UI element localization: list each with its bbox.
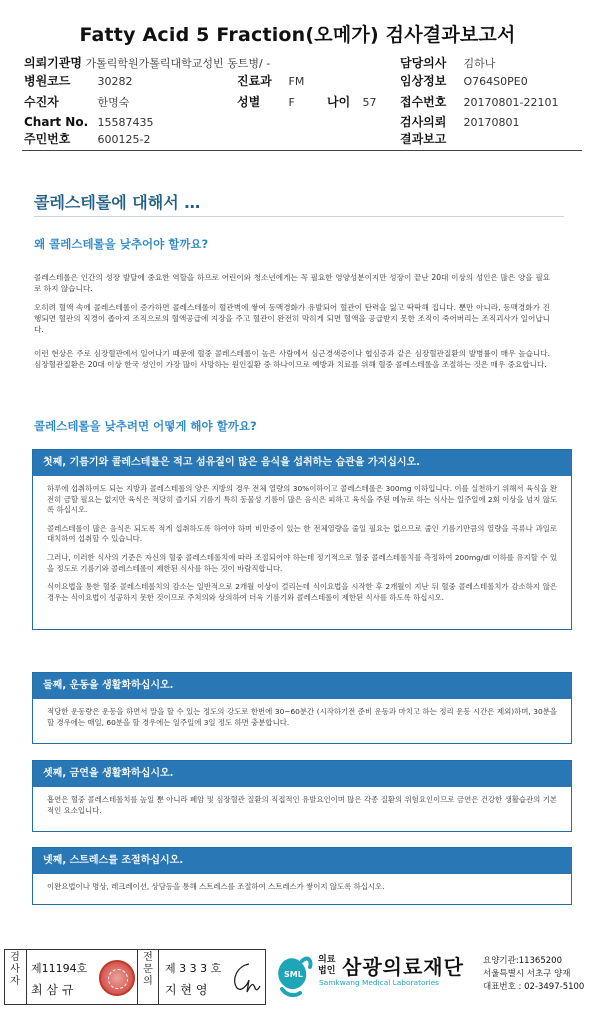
info-sheet [24, 172, 574, 920]
tip-exercise-title: 둘째, 운동을 생활화하십시오. [33, 673, 571, 699]
tip-diet-p3: 그러나, 이러한 식사의 기준은 자신의 혈중 콜레스테롤치에 따라 조절되어야 하는데 정기적으로 혈중 콜레스테롤치를 측정하여 200mg/dl 이하를 유지할 수 있을 정도로 기름기와 콜레스테롤이 제한된 식사를 하는 것이 바람직합니다. [47, 552, 557, 573]
question-why-lower: 왜 콜레스테롤을 낮추어야 할까요? [34, 237, 209, 251]
paragraph-3: 이런 현상은 주로 심장혈관에서 일어나기 때문에 혈중 콜레스테롤이 높은 사람에서 심근경색증이나 협심증과 같은 심장혈관질환의 발병률이 매우 높습니다. 심장혈관질환은 20대 이상 한국 성인이 가장 많이 사망하는 원인질환 중 하나이므로 예방과 치료를 위해 혈중 콜레스테롤을 조절하는 것은 매우 중요합니다. [34, 349, 550, 369]
sex-label: 성별 [237, 95, 261, 109]
doctor-value: 김하나 [463, 57, 496, 70]
org-phone: 대표번호 : 02-3497-5100 [483, 982, 585, 992]
request-value: 20170801 [463, 116, 520, 129]
tip-box-smoking [32, 760, 572, 832]
clinical-value: O764S0PE0 [463, 75, 528, 88]
specialist-divider-right [158, 950, 159, 1004]
paragraph-1: 콜레스테롤은 인간의 성장 발달에 중요한 역할을 하므로 어린이와 청소년에게는 꼭 필요한 영양성분이지만 성장이 끝난 20대 이상의 성인은 많은 양을 필요로 하지 않습니다. [34, 273, 550, 293]
examinee-row [24, 95, 129, 110]
resident-row [24, 132, 150, 147]
resident-value: 600125-2 [97, 133, 151, 146]
institution-value: 가톨릭학원가톨릭대학교성빈 동트병/ - [85, 57, 271, 70]
specialist-name: 지 현 영 [165, 983, 208, 997]
institution-row [24, 56, 270, 71]
org-address: 서울특별시 서초구 양재 [483, 969, 571, 979]
heading-divider [34, 216, 564, 217]
tip-stress-p1: 이완요법이나 명상, 레크레이션, 상담등을 통해 스트레스를 조절하여 스트레스가 쌓이지 않도록 하십시오. [47, 882, 385, 891]
hospital-code-value: 30282 [97, 75, 133, 88]
chart-row [24, 115, 154, 130]
tip-diet-p2: 콜레스테롤이 많은 음식은 되도록 적게 섭취하도록 하여야 하며 비만증이 있는 한 전체열량을 줄일 필요는 없으므로 줄인 기름기만큼의 열량을 곡류나 과일로 대치하여 섭취할 수 있습니다. [47, 523, 557, 544]
sex-value: F [288, 96, 295, 109]
tip-smoking-body [33, 787, 571, 824]
institution-label: 의뢰기관명 [24, 56, 82, 70]
tip-box-diet [32, 449, 572, 630]
request-label: 검사의뢰 [400, 115, 447, 129]
hospital-code-row [24, 74, 133, 89]
examiner-label: 검사자 [10, 952, 20, 987]
doctor-label: 담당의사 [400, 56, 447, 70]
logo-text: SML [284, 970, 303, 979]
department-label: 진료과 [237, 74, 272, 88]
paragraph-2: 오히려 혈액 속에 콜레스테롤이 증가하면 콜레스테롤이 혈관벽에 쌓여 동맥경화가 유발되어 혈관이 탄력을 잃고 딱딱해 집니다. 뿐만 아니라, 동맥경화가 진행되면 혈관의 직경이 좁아져 조직으로의 혈액공급에 지장을 주고 혈관이 완전히 막히게 되면 혈액을 공급받지 못한 조직이 죽어버리는 조직괴사가 일어납니다. [34, 303, 550, 334]
specialist-divider-left [137, 950, 138, 1004]
receipt-label: 접수번호 [400, 95, 447, 109]
examiner-seal-icon [99, 960, 135, 996]
resident-label: 주민번호 [24, 132, 71, 146]
report-title: Fatty Acid 5 Fraction(오메가) 검사결과보고서 [79, 24, 516, 46]
tip-diet-body [33, 476, 571, 611]
care-code: 요양기관:11365200 [483, 956, 562, 966]
tip-diet-p4: 식이요법을 통한 혈중 콜레스테롤치의 감소는 일반적으로 2개월 이상이 걸리는데 식이요법을 시작한 후 2개월이 지난 뒤 혈중 콜레스테롤치가 감소하지 않은 경우는 식이요법이 성공하지 못한 것이므로 주치의와 상의하여 더욱 기름기와 콜레스테롤이 제한된 식사를 하도록 하십시오. [47, 582, 557, 602]
tip-exercise-body [33, 699, 571, 736]
tip-smoking-p1: 흡연은 혈중 콜레스테롤치를 높일 뿐 아니라 폐암 및 심장혈관 질환의 직접적인 유발요인이며 많은 각종 질환의 위험요인이므로 금연은 건강한 생활습관의 기본적인 요소입니다. [47, 795, 557, 815]
examiner-divider [26, 950, 27, 1004]
examinee-value: 한명숙 [97, 96, 130, 109]
clinical-label: 임상정보 [400, 74, 447, 88]
tip-stress-title: 넷째, 스트레스를 조절하십시오. [33, 848, 571, 874]
result-row [400, 132, 460, 147]
result-label: 결과보고 [400, 132, 447, 146]
clinical-row [400, 74, 528, 89]
sml-logo-icon [272, 951, 314, 1001]
receipt-value: 20170801-22101 [463, 96, 559, 109]
receipt-row [400, 95, 558, 110]
tip-diet-title: 첫째, 기름기와 콜레스테롤은 적고 섬유질이 많은 음식을 섭취하는 습관을 가지십시오. [33, 450, 571, 476]
specialist-label: 전문의 [143, 952, 153, 987]
signature-box [4, 949, 266, 1005]
sex-row [237, 95, 295, 110]
tip-stress-body [33, 874, 571, 901]
section-heading: 콜레스테롤에 대해서 … [34, 193, 201, 212]
age-label: 나이 [327, 95, 351, 109]
examiner-name: 최 삼 규 [31, 983, 74, 997]
specialist-number: 제 3 3 3 호 [165, 962, 222, 975]
chart-value: 15587435 [97, 116, 154, 129]
tip-exercise-p1: 적당한 운동량은 운동을 하면서 말을 할 수 있는 정도의 강도로 한번에 30~60분간 (시작하기전 준비 운동과 마치고 하는 정리 운동 시간은 제외)하며, 30분을 할 경우에는 매일, 60분을 할 경우에는 일주일에 3일 정도 하면 충분합니다. [47, 707, 557, 727]
tip-box-stress [32, 847, 572, 905]
doctor-row [400, 56, 495, 71]
tip-box-exercise [32, 672, 572, 744]
question-how-lower: 콜레스테롤을 낮추려면 어떻게 해야 할까요? [34, 419, 257, 433]
examinee-label: 수진자 [24, 95, 59, 109]
org-english-name: Samkwang Medical Laboratories [319, 978, 439, 987]
tip-smoking-title: 셋째, 금연을 생활화하십시오. [33, 761, 571, 787]
org-name: 삼광의료재단 [342, 955, 464, 979]
tip-diet-p1: 하루에 섭취하여도 되는 지방과 콜레스테롤의 양은 지방의 경우 전체 열량의 30%이하이고 콜레스테롤은 300mg 이하입니다. 이를 실천하기 위해서 육식을 완전히 금할 필요는 없지만 육식은 적당히 즐기되 기름기 특히 동물성 기름이 많은 음식은 피하고 육식을 주된 메뉴로 하는 식사는 일주일에 2회 이상을 넘지 않도록 하십시오. [47, 484, 557, 515]
request-row [400, 115, 520, 130]
specialist-signature-icon [227, 958, 263, 998]
chart-label: Chart No. [24, 115, 89, 129]
report-footer [0, 945, 595, 1012]
department-row [237, 74, 304, 89]
age-value: 57 [362, 96, 377, 109]
department-value: FM [288, 75, 305, 88]
header-divider [22, 150, 582, 151]
age-row [327, 95, 377, 110]
org-prefix: 의료법인 [318, 955, 336, 976]
hospital-code-label: 병원코드 [24, 74, 71, 88]
examiner-number: 제11194호 [31, 962, 88, 975]
